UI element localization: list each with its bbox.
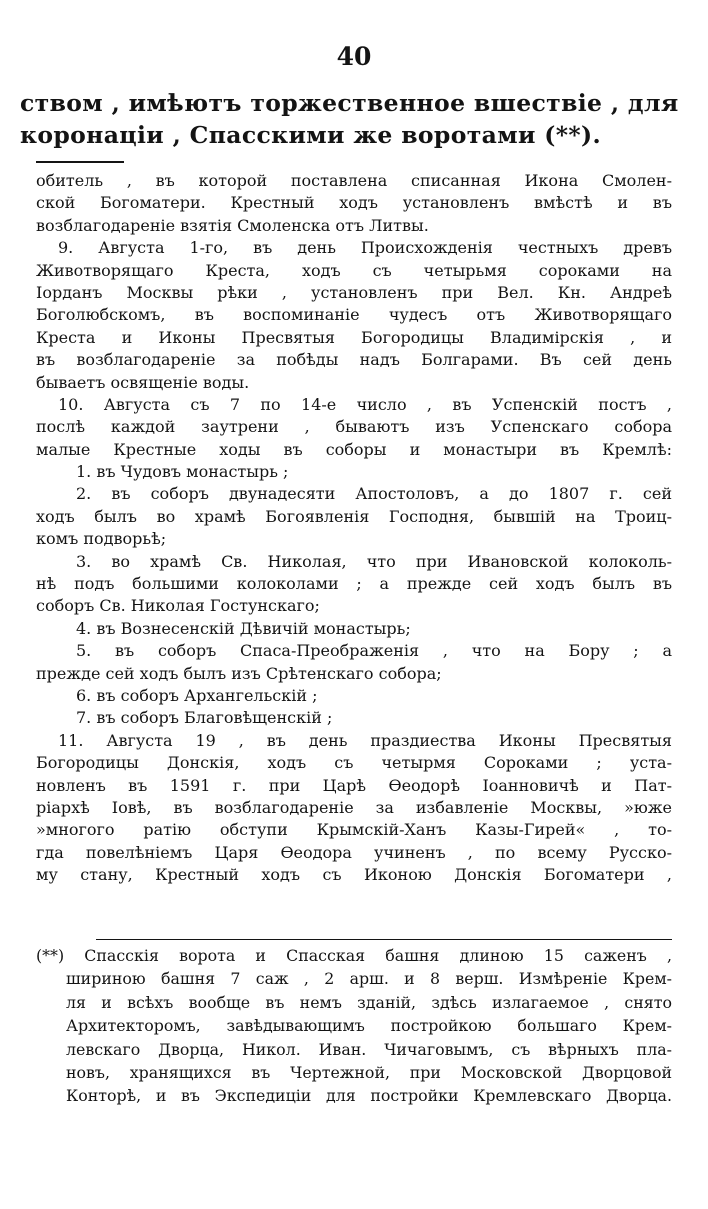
- text-line: новленъ въ 1591 г. при Царѣ Ѳеодорѣ Іоанновичѣ и Пат-: [36, 775, 672, 795]
- text-line: му стану, Крестный ходъ съ Иконою Донскія Богоматери ,: [36, 865, 672, 885]
- text-line: Животворящаго Креста, ходъ съ четырьмя сороками на: [36, 260, 672, 280]
- footnote: [36, 944, 672, 1108]
- text-line: соборъ Св. Николая Гостунскаго;: [36, 596, 320, 616]
- text-line: Креста и Иконы Пресвятыя Богородицы Владимірскія , и: [36, 327, 672, 347]
- header-line-1: ством , имѣютъ торжественное вшествіе , для: [20, 89, 679, 117]
- text-line: 6. въ соборъ Архангельскій ;: [76, 685, 318, 705]
- text-line: прежде сей ходъ былъ изъ Срѣтенскаго собора;: [36, 663, 442, 683]
- footnote-line: (**) Спасскія ворота и Спасская башня длиною 15 саженъ ,: [36, 946, 672, 965]
- text-line: въ возблагодареніе за побѣды надъ Болгарами. Въ сей день: [36, 350, 672, 370]
- continuation-rule: [36, 161, 124, 163]
- text-line: Іорданъ Москвы рѣки , установленъ при Вел. Кн. Андреѣ: [36, 282, 672, 302]
- text-line: малые Крестные ходы въ соборы и монастыри въ Кремлѣ:: [36, 439, 672, 459]
- text-line: комъ подворьѣ;: [36, 529, 167, 549]
- page-number: 40: [336, 42, 372, 71]
- text-line: 9. Августа 1-го, въ день Происхожденія честныхъ древъ: [58, 238, 672, 258]
- text-line: возблагодареніе взятія Смоленска отъ Литвы.: [36, 215, 429, 235]
- text-line: 7. въ соборъ Благовѣщенскій ;: [76, 708, 333, 728]
- text-line: 10. Августа съ 7 по 14-е число , въ Успенскій постъ ,: [58, 394, 672, 414]
- footnote-rule: [96, 939, 672, 940]
- text-line: 11. Августа 19 , въ день праздиества Иконы Пресвятыя: [58, 730, 672, 750]
- main-text: [36, 170, 672, 887]
- footnote-line: ля и всѣхъ вообще въ немъ зданій, здѣсь излагаемое , снято: [66, 992, 672, 1012]
- text-line: »многого ратію обступи Крымскій-Ханъ Казы-Гирей« , то-: [36, 820, 672, 840]
- footnote-line: новъ, хранящихся въ Чертежной, при Московской Дворцовой: [66, 1062, 672, 1082]
- text-line: ской Богоматери. Крестный ходъ установленъ вмѣстѣ и въ: [36, 193, 672, 213]
- footnote-line: левскаго Дворца, Никол. Иван. Чичаговымъ, съ вѣрныхъ пла-: [66, 1039, 672, 1059]
- text-line: 3. во храмѣ Св. Николая, что при Ивановской колоколь-: [76, 551, 672, 571]
- footnote-line: Конторѣ, и въ Экспедиціи для постройки Кремлевскаго Дворца.: [66, 1086, 672, 1106]
- text-line: 1. въ Чудовъ монастырь ;: [76, 462, 289, 482]
- footnote-line: шириною башня 7 саж , 2 арш. и 8 верш. Измѣреніе Крем-: [66, 969, 672, 989]
- text-line: Боголюбскомъ, въ воспоминаніе чудесъ отъ Животворящаго: [36, 305, 672, 325]
- text-line: 2. въ соборъ двунадесяти Апостоловъ, а до 1807 г. сей: [76, 484, 672, 504]
- text-line: послѣ каждой заутрени , бываютъ изъ Успенскаго собора: [36, 417, 672, 437]
- text-line: бываетъ освященіе воды.: [36, 372, 250, 392]
- text-line: ходъ былъ во храмѣ Богоявленія Господня, бывшій на Троиц-: [36, 506, 672, 526]
- text-line: гда повелѣніемъ Царя Ѳеодора учиненъ , по всему Русско-: [36, 842, 672, 862]
- text-line: 4. въ Вознесенскій Дѣвичій монастырь;: [76, 618, 411, 638]
- text-line: 5. въ соборъ Спаса-Преображенія , что на Бору ; а: [76, 641, 672, 661]
- text-line: обитель , въ которой поставлена списанная Икона Смолен-: [36, 171, 672, 190]
- footnote-line: Архитекторомъ, завѣдывающимъ постройкою большаго Крем-: [66, 1016, 672, 1036]
- text-line: нѣ подъ большими колоколами ; а прежде сей ходъ былъ въ: [36, 574, 672, 594]
- text-line: Богородицы Донскія, ходъ съ четырмя Сороками ; уста-: [36, 753, 672, 773]
- text-line: ріархѣ Іовѣ, въ возблагодареніе за избавленіе Москвы, »юже: [36, 797, 672, 817]
- header-line-2: коронаціи , Спасскими же воротами (**).: [20, 121, 602, 149]
